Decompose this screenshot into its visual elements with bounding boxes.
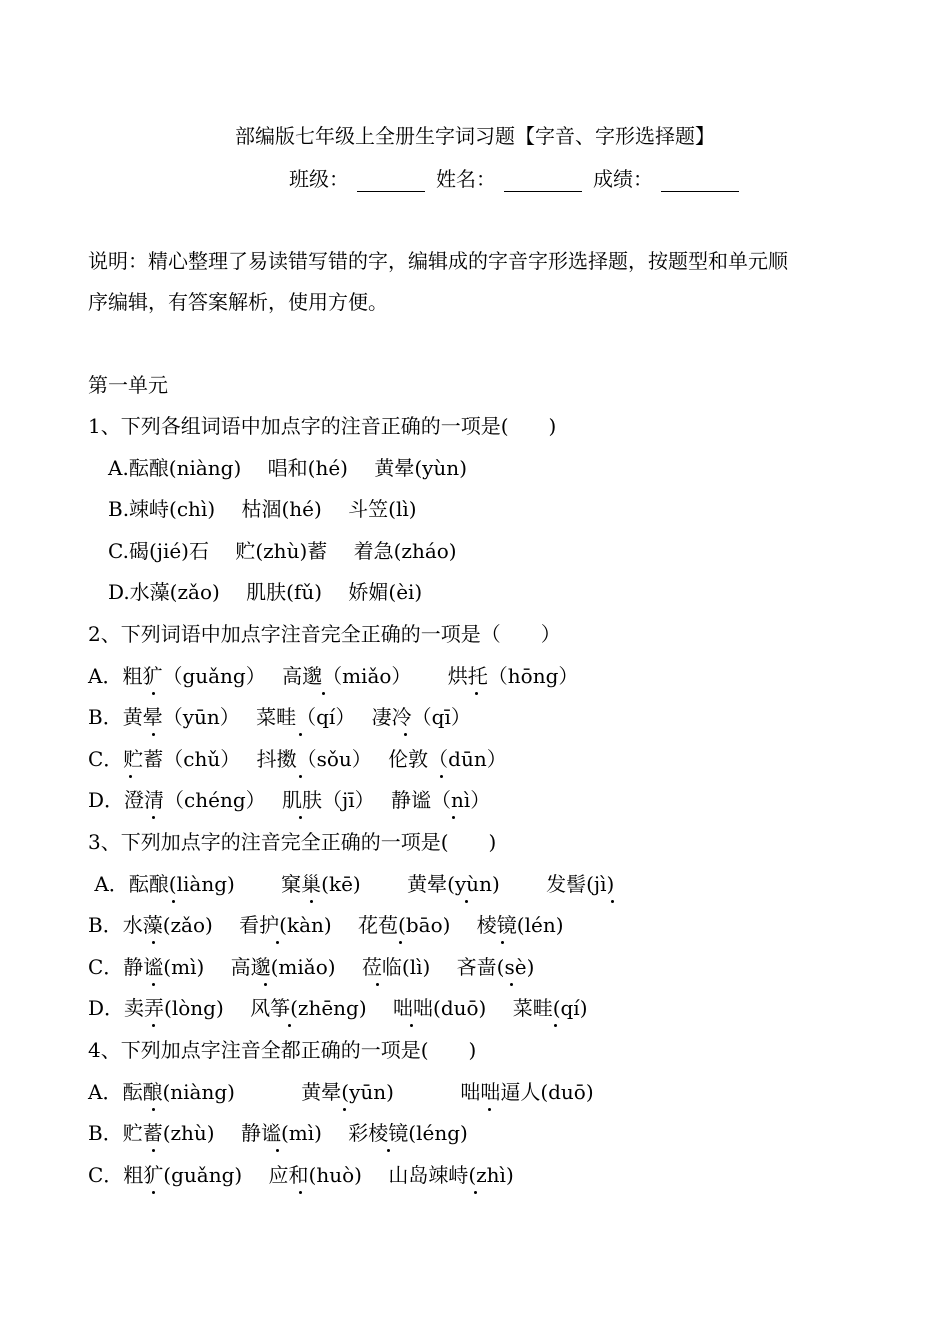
emphasis-dot xyxy=(399,941,402,944)
emphasis-dot xyxy=(129,775,132,778)
option-line: B．贮蓄(zhù) 静谧(mì) 彩棱镜(léng) xyxy=(88,1121,468,1145)
option-line: A．酝酿(liàng) 窠巢(kē) 黄晕(yùn) 发髻(jì) xyxy=(88,872,615,896)
class-blank[interactable] xyxy=(357,169,425,192)
emphasis-dot xyxy=(299,1191,302,1194)
option-line: A.酝酿(niàng) 唱和(hé) 黄晕(yùn) xyxy=(88,456,467,480)
option-line: A．粗犷（guǎng） 高邈（miǎo） 烘托（hōng） xyxy=(88,664,579,688)
option-line: D.水藻(zǎo) 肌肤(fǔ) 娇媚(èi) xyxy=(88,580,423,604)
emphasis-dot xyxy=(299,775,302,778)
emphasis-dot xyxy=(152,1024,155,1027)
score-blank[interactable] xyxy=(661,169,739,192)
emphasis-dot xyxy=(152,692,155,695)
emphasis-dot xyxy=(474,1191,477,1194)
question-stem: 3、下列加点字的注音完全正确的一项是( ) xyxy=(88,830,497,854)
emphasis-dot xyxy=(152,983,155,986)
emphasis-dot xyxy=(299,733,302,736)
emphasis-dot xyxy=(452,816,455,819)
emphasis-dot xyxy=(343,1108,346,1111)
option-line: C．贮蓄（chǔ） 抖擞（sǒu） 伦敦（dūn） xyxy=(88,747,507,771)
emphasis-dot xyxy=(611,900,614,903)
emphasis-dot xyxy=(276,1149,279,1152)
emphasis-dot xyxy=(376,983,379,986)
emphasis-dot xyxy=(488,1108,491,1111)
emphasis-dot xyxy=(465,900,468,903)
option-line: B．黄晕（yūn） 菜畦（qí） 凄冷（qī） xyxy=(88,705,471,729)
emphasis-dot xyxy=(501,941,504,944)
emphasis-dot xyxy=(404,733,407,736)
question-stem: 4、下列加点字注音全都正确的一项是( ) xyxy=(88,1038,477,1062)
emphasis-dot xyxy=(440,775,443,778)
intro-line: 序编辑，有答案解析，使用方便。 xyxy=(88,290,388,314)
emphasis-dot xyxy=(299,816,302,819)
name-label: 姓名： xyxy=(436,167,496,191)
emphasis-dot xyxy=(172,900,175,903)
emphasis-dot xyxy=(264,983,267,986)
option-line: D．卖弄(lòng) 风筝(zhēng) 咄咄(duō) 菜畦(qí) xyxy=(88,996,588,1020)
emphasis-dot xyxy=(152,1149,155,1152)
emphasis-dot xyxy=(152,816,155,819)
score-label: 成绩： xyxy=(593,167,653,191)
emphasis-dot xyxy=(410,1024,413,1027)
unit-title: 第一单元 xyxy=(88,373,168,397)
emphasis-dot xyxy=(152,733,155,736)
option-line: B．水藻(zǎo) 看护(kàn) 花苞(bāo) 棱镜(lén) xyxy=(88,913,564,937)
emphasis-dot xyxy=(288,1024,291,1027)
question-stem: 2、下列词语中加点字注音完全正确的一项是（ ） xyxy=(88,622,561,646)
option-line: D．澄清（chéng） 肌肤（jī） 静谧（nì） xyxy=(88,788,491,812)
option-line: B.竦峙(chì) 枯涸(hé) 斗笠(lì) xyxy=(88,497,417,521)
option-line: C．粗犷(guǎng) 应和(huò) 山岛竦峙(zhì) xyxy=(88,1163,514,1187)
class-label: 班级： xyxy=(289,167,349,191)
emphasis-dot xyxy=(152,941,155,944)
emphasis-dot xyxy=(475,692,478,695)
option-line: C．静谧(mì) 高邈(miǎo) 莅临(lì) 吝啬(sè) xyxy=(88,955,535,979)
emphasis-dot xyxy=(322,692,325,695)
emphasis-dot xyxy=(152,1191,155,1194)
emphasis-dot xyxy=(152,1108,155,1111)
option-line: A．酝酿(niàng) 黄晕(yūn) 咄咄逼人(duō) xyxy=(88,1080,594,1104)
emphasis-dot xyxy=(554,1024,557,1027)
emphasis-dot xyxy=(510,983,513,986)
intro-line: 说明：精心整理了易读错写错的字，编辑成的字音字形选择题，按题型和单元顺 xyxy=(88,249,788,273)
document-title: 部编版七年级上全册生字词习题【字音、字形选择题】 xyxy=(235,124,715,148)
name-blank[interactable] xyxy=(504,169,582,192)
question-stem: 1、下列各组词语中加点字的注音正确的一项是( ) xyxy=(88,414,557,438)
emphasis-dot xyxy=(276,941,279,944)
emphasis-dot xyxy=(310,900,313,903)
option-line: C.碣(jié)石 贮(zhù)蓄 着急(zháo) xyxy=(88,539,457,563)
emphasis-dot xyxy=(387,1149,390,1152)
